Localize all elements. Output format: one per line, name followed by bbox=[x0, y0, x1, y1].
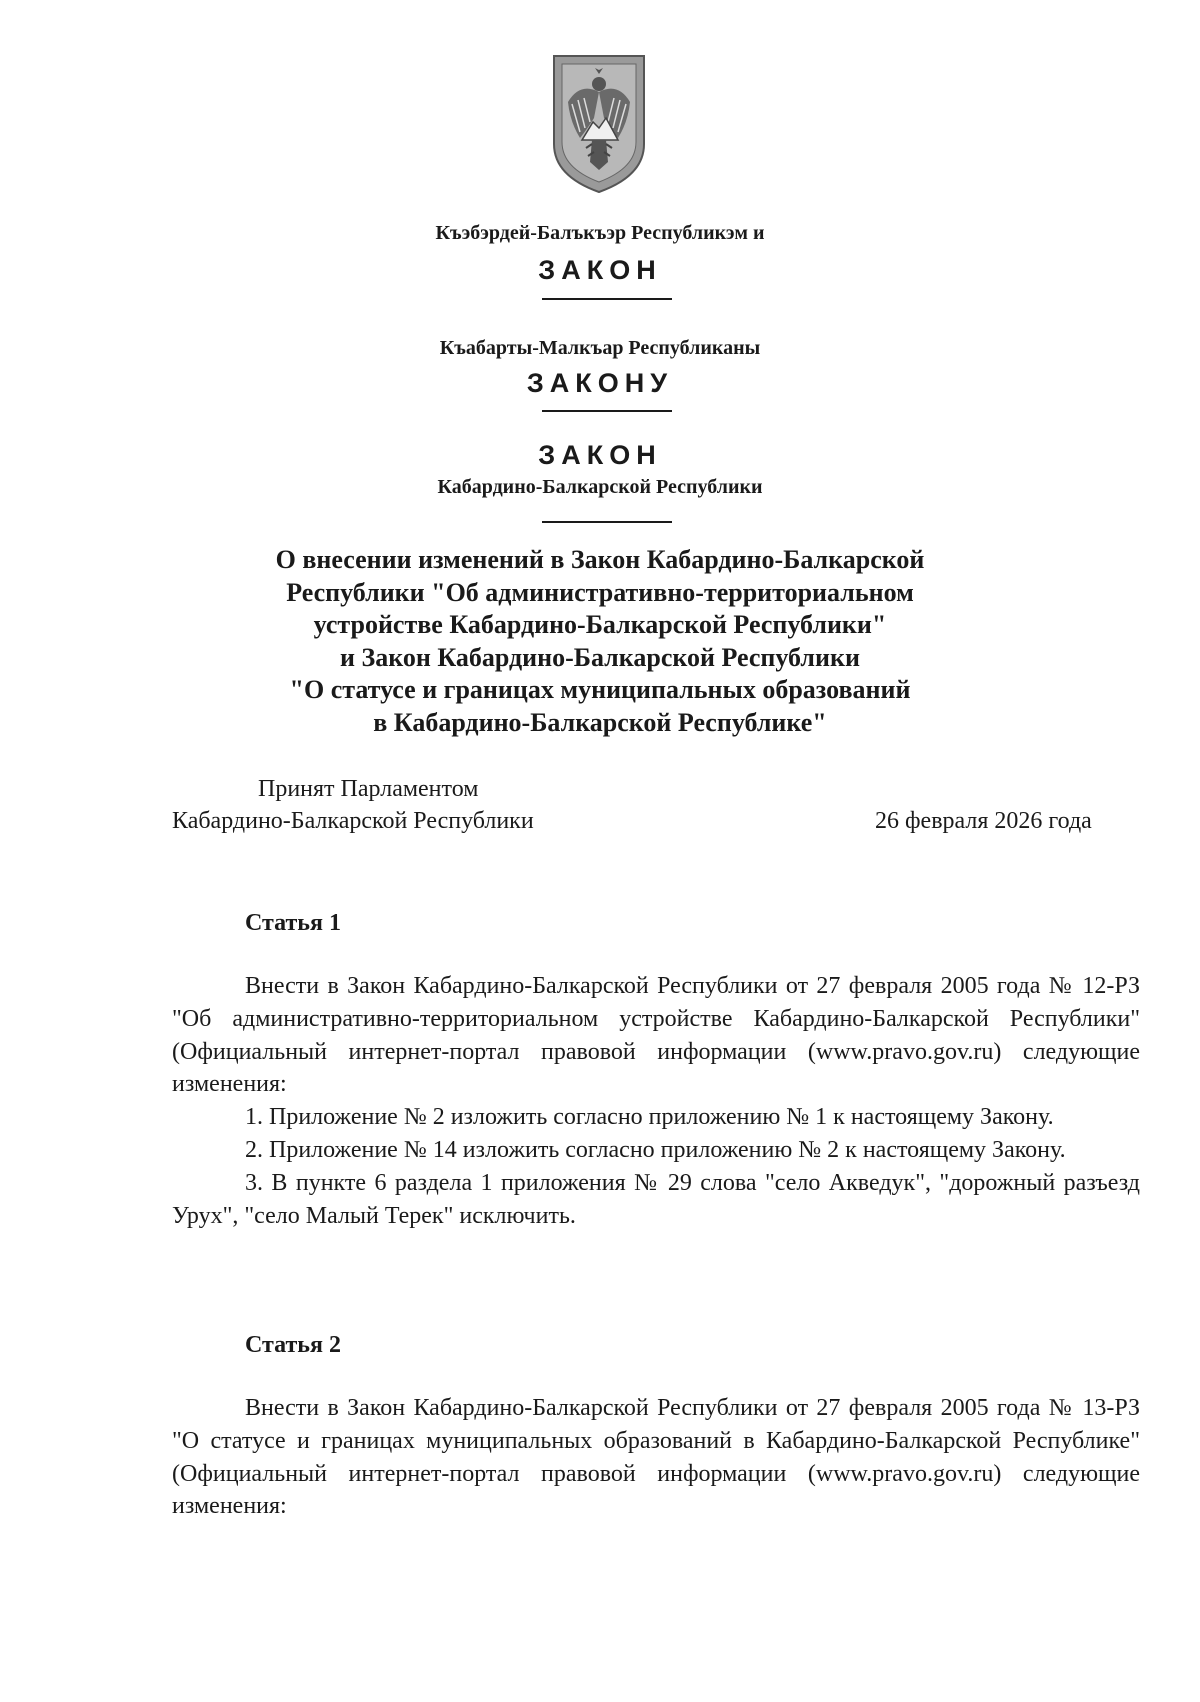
article-1-item-2: 2. Приложение № 14 изложить согласно приложению № 2 к настоящему Закону. bbox=[245, 1136, 1066, 1163]
article-1-intro: Внести в Закон Кабардино-Балкарской Республики от 27 февраля 2005 года № 12-РЗ "Об административно-территориальном устройстве Кабардино-Балкарской Республики" (Официальный интернет-портал правовой информации (www.pravo.gov.ru) следующие изменения: bbox=[172, 973, 1140, 1098]
article-1-body bbox=[172, 970, 1140, 1232]
header-russian-line: Кабардино-Балкарской Республики bbox=[437, 476, 763, 498]
title-line: в Кабардино-Балкарской Республике" bbox=[373, 707, 827, 737]
header-balkar-line: Къабарты-Малкъар Республиканы bbox=[439, 337, 761, 359]
adopted-by-line2: Кабардино-Балкарской Республики bbox=[172, 808, 534, 834]
title-line: "О статусе и границах муниципальных образований bbox=[289, 675, 911, 704]
law-title bbox=[220, 544, 980, 739]
title-line: О внесении изменений в Закон Кабардино-Балкарской bbox=[275, 545, 925, 574]
header-kabardian-line: Къэбэрдей-Балъкъэр Республикэм и bbox=[435, 222, 765, 244]
title-line: Республики "Об административно-территориальном bbox=[286, 577, 914, 607]
article-1-heading: Статья 1 bbox=[245, 910, 341, 936]
header-russian-word: ЗАКОН bbox=[538, 440, 662, 470]
divider bbox=[542, 521, 672, 523]
adopted-by-line1: Принят Парламентом bbox=[258, 776, 479, 802]
article-2-intro: Внести в Закон Кабардино-Балкарской Республики от 27 февраля 2005 года № 13-РЗ "О статусе и границах муниципальных образований в Кабардино-Балкарской Республике" (Официальный интернет-портал правовой информации (www.pravo.gov.ru) следующие изменения: bbox=[172, 1395, 1140, 1520]
divider bbox=[542, 410, 672, 412]
coat-of-arms-emblem bbox=[550, 52, 648, 194]
article-2-heading: Статья 2 bbox=[245, 1332, 341, 1358]
article-1-item-3: 3. В пункте 6 раздела 1 приложения № 29 слова "село Акведук", "дорожный разъезд Урух", "село Малый Терек" исключить. bbox=[172, 1169, 1140, 1229]
article-2-body bbox=[172, 1392, 1140, 1523]
article-1-item-1: 1. Приложение № 2 изложить согласно приложению № 1 к настоящему Закону. bbox=[245, 1104, 1054, 1131]
adoption-date: 26 февраля 2026 года bbox=[875, 808, 1092, 834]
title-line: устройстве Кабардино-Балкарской Республики" bbox=[313, 610, 887, 639]
title-line: и Закон Кабардино-Балкарской Республики bbox=[340, 642, 860, 672]
header-balkar-word: ЗАКОНУ bbox=[526, 368, 674, 398]
header-kabardian-word: ЗАКОН bbox=[538, 255, 662, 285]
divider bbox=[542, 298, 672, 300]
